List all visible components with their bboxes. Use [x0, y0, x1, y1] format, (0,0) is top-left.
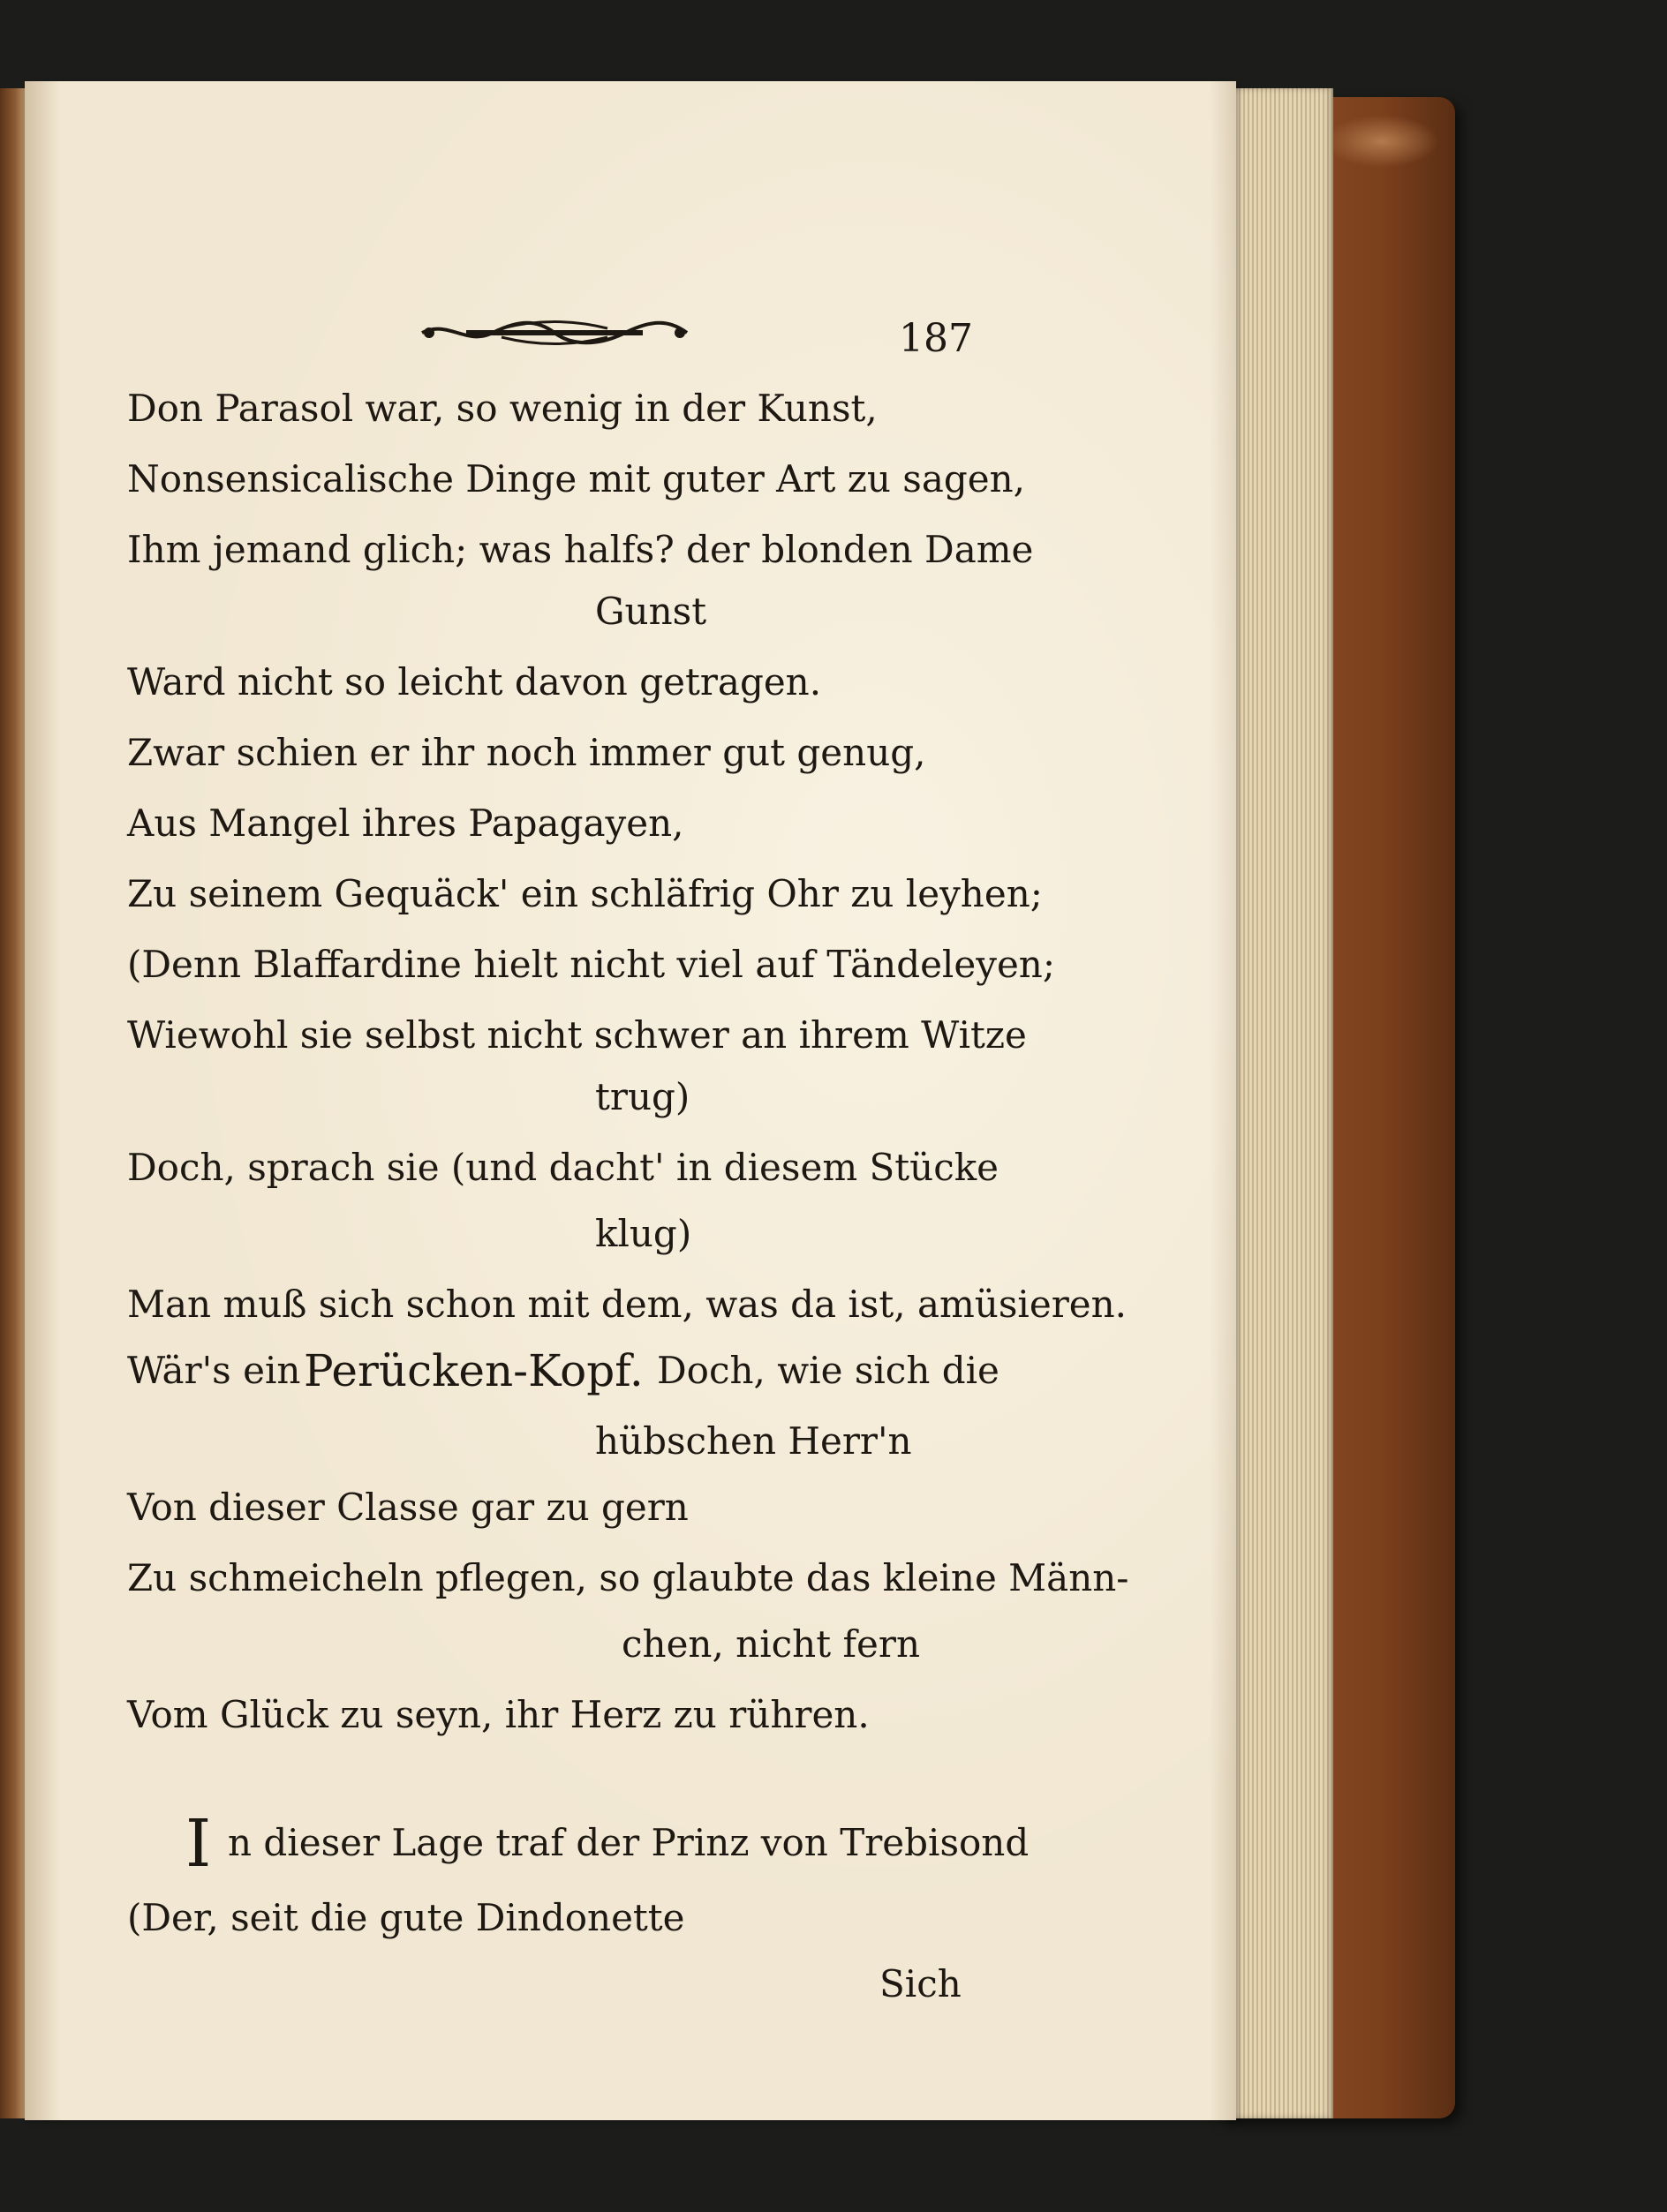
text-line: Aus Mangel ihres Papagayen, [127, 801, 684, 845]
page-edges [1227, 88, 1333, 2118]
text-line: Man muß sich schon mit dem, was da ist, amüsieren. [127, 1283, 1128, 1326]
text-line: Gunst [595, 590, 707, 633]
text-line: Nonsensicalische Dinge mit guter Art zu sagen, [127, 457, 1026, 500]
text-line-emphasis: Perücken-Kopf. [304, 1345, 644, 1396]
drop-initial: I [185, 1806, 212, 1882]
book-page [25, 81, 1236, 2120]
text-line: trug) [595, 1075, 690, 1118]
text-line: klug) [595, 1212, 692, 1255]
text-line: Doch, sprach sie (und dacht' in diesem Stücke [127, 1146, 999, 1189]
text-line: Ihm jemand glich; was halfs? der blonden Dame [127, 528, 1034, 571]
text-line: (Der, seit die gute Dindonette [127, 1896, 685, 1939]
text-line: Vom Glück zu seyn, ihr Herz zu rühren. [127, 1693, 870, 1736]
text-line: (Denn Blaffardine hielt nicht viel auf Tändeleyen; [127, 943, 1056, 986]
catchword: Sich [879, 1962, 962, 2005]
text-line: Zu schmeicheln pflegen, so glaubte das kleine Männ- [127, 1556, 1129, 1599]
text-line: Zu seinem Gequäck' ein schläfrig Ohr zu leyhen; [127, 872, 1043, 915]
text-line: Ward nicht so leicht davon getragen. [127, 660, 822, 703]
text-line: Wär's ein [127, 1349, 301, 1392]
ornament-divider-icon [413, 311, 696, 355]
text-line: hübschen Herr'n [595, 1419, 912, 1463]
text-line: chen, nicht fern [622, 1622, 920, 1666]
page-number: 187 [899, 316, 973, 361]
text-line: Don Parasol war, so wenig in der Kunst, [127, 387, 878, 430]
text-line: Doch, wie sich die [657, 1349, 999, 1392]
cover-wear-mark [1324, 115, 1439, 168]
text-line: Von dieser Classe gar zu gern [127, 1486, 689, 1529]
text-line: Zwar schien er ihr noch immer gut genug, [127, 731, 926, 774]
text-line: n dieser Lage traf der Prinz von Trebisond [228, 1821, 1030, 1864]
text-line: Wiewohl sie selbst nicht schwer an ihrem Witze [127, 1013, 1027, 1057]
